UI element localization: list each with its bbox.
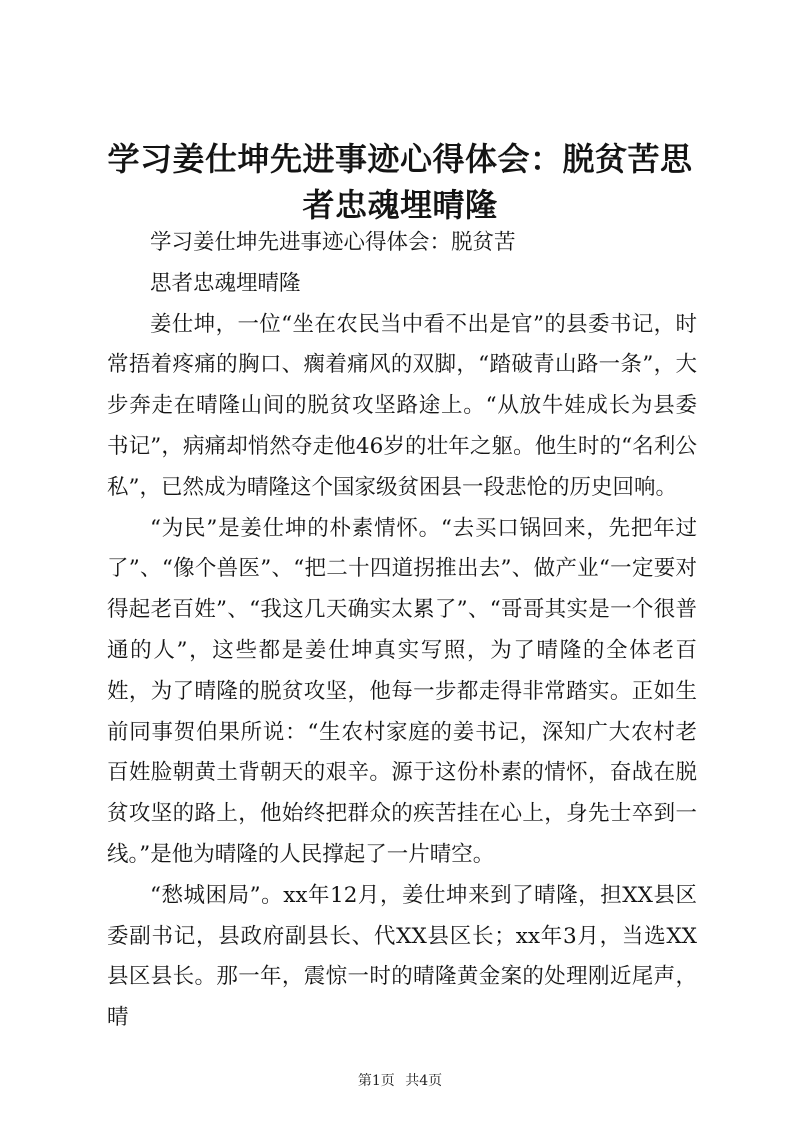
page-number: 第1页 <box>357 1073 395 1089</box>
document-body <box>107 223 697 1039</box>
paragraph-3: “愁城困局”。xx年12月，姜仕坤来到了晴隆，担XX县区委副书记，县政府副县长、代XX县区长；xx年3月，当选XX县区县长。那一年，震惊一时的晴隆黄金案的处理刚近尾声，晴 <box>107 882 697 1031</box>
paragraph-1: 姜仕坤，一位“坐在农民当中看不出是官”的县委书记，时常捂着疼痛的胸口、瘸着痛风的双脚，“踏破青山路一条”，大步奔走在晴隆山间的脱贫攻坚路途上。“从放牛娃成长为县委书记”，病痛却悄然夺走他46岁的壮年之躯。他生时的“名利公私”，已然成为晴隆这个国家级贫困县一段悲怆的历史回响。 <box>107 311 697 500</box>
paragraph-2: “为民”是姜仕坤的朴素情怀。“去买口锅回来，先把年过了”、“像个兽医”、“把二十四道拐推出去”、做产业“一定要对得起老百姓”、“我这几天确实太累了”、“哥哥其实是一个很普通的人”，这些都是姜仕坤真实写照，为了晴隆的全体老百姓，为了晴隆的脱贫攻坚，他每一步都走得非常踏实。正如生前同事贺伯果所说：“生农村家庭的姜书记，深知广大农村老百姓脸朝黄土背朝天的艰辛。源于这份朴素的情怀，奋战在脱贫攻坚的路上，他始终把群众的疾苦挂在心上，身先士卒到一线。”是他为晴隆的人民撑起了一片晴空。 <box>107 515 697 867</box>
subtitle-line-2: 思者忠魂埋晴隆 <box>150 270 301 296</box>
subtitle-line-1: 学习姜仕坤先进事迹心得体会：脱贫苦 <box>150 230 516 255</box>
page-footer <box>0 1071 800 1091</box>
total-pages: 共4页 <box>405 1073 443 1089</box>
document-title: 学习姜仕坤先进事迹心得体会：脱贫苦思者忠魂埋晴隆 <box>107 140 693 224</box>
